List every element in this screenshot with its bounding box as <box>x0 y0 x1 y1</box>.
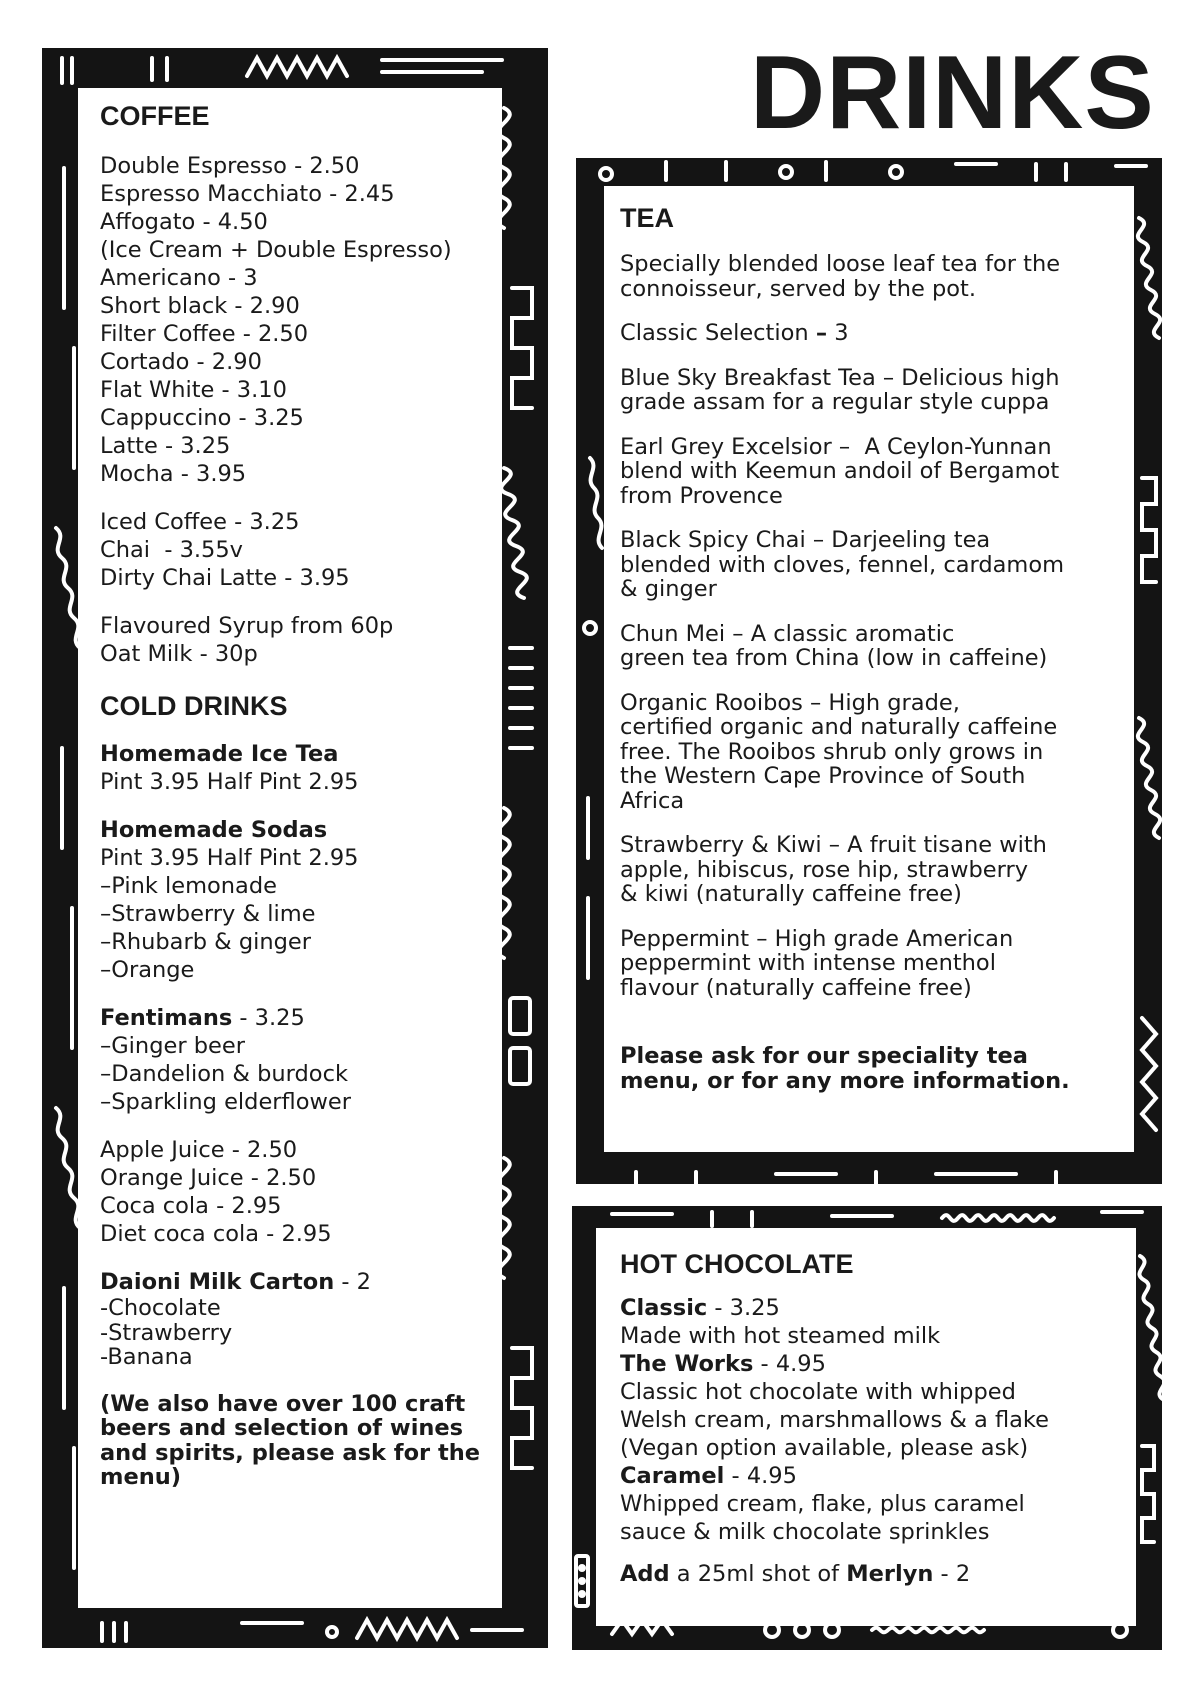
juice-item: Apple Juice - 2.50 <box>100 1137 298 1163</box>
cold-drinks-heading: COLD DRINKS <box>100 691 288 721</box>
page-title: DRINKS <box>750 35 1155 151</box>
addon-price: - 2 <box>933 1561 971 1587</box>
caramel-line <box>620 1462 1136 1490</box>
tea-line: Strawberry & Kiwi – A fruit tisane with <box>620 832 1047 858</box>
menu-item: Americano - 3 <box>100 265 258 291</box>
menu-item: Espresso Macchiato - 2.45 <box>100 181 395 207</box>
coffee-list <box>100 152 502 488</box>
milk-line <box>100 1268 502 1296</box>
note-line: Please ask for our speciality tea <box>620 1043 1028 1069</box>
works-line <box>620 1350 1136 1378</box>
coffee-panel <box>78 88 502 1608</box>
sodas-price: Pint 3.95 Half Pint 2.95 <box>100 845 359 871</box>
menu-item-note: (Ice Cream + Double Espresso) <box>100 237 452 263</box>
coffee-frame <box>42 48 548 1648</box>
menu-item: Dirty Chai Latte - 3.95 <box>100 565 350 591</box>
tea-classic-price: 3 <box>827 320 849 346</box>
tea-line: Chun Mei – A classic aromatic <box>620 620 955 647</box>
caramel-name: Caramel <box>620 1463 725 1489</box>
tea-line: free. The Rooibos shrub only grows in <box>620 738 1044 765</box>
hot-chocolate-heading: HOT CHOCOLATE <box>620 1249 854 1279</box>
tea-line: apple, hibiscus, rose hip, strawberry <box>620 856 1029 883</box>
milk-flavour: -Banana <box>100 1344 193 1370</box>
tea-line: Blue Sky Breakfast Tea – Delicious high <box>620 364 1060 391</box>
tea-line: certified organic and naturally caffeine <box>620 714 1058 740</box>
extras-list <box>100 612 502 668</box>
sodas-name: Homemade Sodas <box>100 817 328 843</box>
tea-line: blend with Keemun andoil of Bergamot <box>620 458 1060 484</box>
works-name: The Works <box>620 1351 754 1377</box>
tea-item-rooibos <box>620 691 1134 814</box>
milk-flavour: -Chocolate <box>100 1295 221 1321</box>
tea-line: & ginger <box>620 576 717 602</box>
tea-line: grade assam for a regular style cuppa <box>620 389 1050 415</box>
tea-intro: connoisseur, served by the pot. <box>620 275 977 302</box>
tea-line: & kiwi (naturally caffeine free) <box>620 881 962 907</box>
menu-item: Oat Milk - 30p <box>100 641 258 667</box>
tea-item-chun-mei <box>620 622 1134 671</box>
tea-line: Organic Rooibos – High grade, <box>620 689 960 716</box>
ice-tea-name: Homemade Ice Tea <box>100 741 339 767</box>
tea-item-chai <box>620 528 1134 602</box>
fentimans-flavour: –Dandelion & burdock <box>100 1061 348 1087</box>
menu-item: Flavoured Syrup from 60p <box>100 613 394 639</box>
tea-line: the Western Cape Province of South <box>620 763 1026 789</box>
fentimans-price: - 3.25 <box>232 1005 305 1031</box>
note-line: and spirits, please ask for the <box>100 1439 481 1466</box>
milk-name: Daioni Milk Carton <box>100 1269 335 1295</box>
menu-item: Mocha - 3.95 <box>100 461 247 487</box>
tea-line: Earl Grey Excelsior – A Ceylon-Yunnan <box>620 433 1052 460</box>
addon-prefix: Add <box>620 1561 670 1587</box>
menu-item: Iced Coffee - 3.25 <box>100 509 300 535</box>
tea-line: Black Spicy Chai – Darjeeling tea <box>620 527 991 553</box>
works-desc: (Vegan option available, please ask) <box>620 1435 1029 1461</box>
tea-item-earl-grey <box>620 435 1134 509</box>
note-line: menu, or for any more information. <box>620 1067 1070 1094</box>
hot-chocolate-panel <box>596 1228 1136 1626</box>
menu-item: Flat White - 3.10 <box>100 377 287 403</box>
tea-item-blue-sky <box>620 366 1134 415</box>
tea-item-strawberry-kiwi <box>620 833 1134 907</box>
milk-price: - 2 <box>334 1269 371 1295</box>
fentimans-flavour: –Ginger beer <box>100 1033 245 1059</box>
tea-note <box>620 1044 1134 1093</box>
classic-desc: Made with hot steamed milk <box>620 1323 941 1349</box>
menu-item: Cappuccino - 3.25 <box>100 405 304 431</box>
juice-item: Orange Juice - 2.50 <box>100 1165 317 1191</box>
works-price: - 4.95 <box>753 1351 826 1377</box>
ice-tea-price: Pint 3.95 Half Pint 2.95 <box>100 769 359 795</box>
classic-line <box>620 1294 1136 1322</box>
soda-flavour: –Pink lemonade <box>100 873 277 899</box>
menu-item: Double Espresso - 2.50 <box>100 153 360 179</box>
soda-flavour: –Orange <box>100 957 195 983</box>
note-line: (We also have over 100 craft <box>100 1390 466 1417</box>
fentimans-line <box>100 1004 502 1032</box>
caramel-desc: Whipped cream, flake, plus caramel <box>620 1491 1025 1517</box>
addon-brand: Merlyn <box>846 1561 934 1587</box>
tea-frame <box>576 158 1162 1184</box>
menu-item: Filter Coffee - 2.50 <box>100 321 309 347</box>
tea-line: Peppermint – High grade American <box>620 925 1014 952</box>
soda-flavour: –Strawberry & lime <box>100 901 316 927</box>
menu-item: Latte - 3.25 <box>100 433 231 459</box>
tea-panel <box>604 186 1134 1152</box>
caramel-desc: sauce & milk chocolate sprinkles <box>620 1519 990 1545</box>
tea-line: Africa <box>620 787 685 814</box>
menu-item: Affogato - 4.50 <box>100 209 268 235</box>
classic-price: - 3.25 <box>707 1295 780 1321</box>
tea-line: green tea from China (low in caffeine) <box>620 645 1048 671</box>
tea-line: blended with cloves, fennel, cardamom <box>620 551 1065 578</box>
tea-classic-dash: – <box>815 320 828 346</box>
cold-drinks-note <box>100 1392 502 1490</box>
fentimans-name: Fentimans <box>100 1005 233 1031</box>
tea-line: peppermint with intense menthol <box>620 950 996 976</box>
menu-item: Cortado - 2.90 <box>100 349 262 375</box>
works-desc: Welsh cream, marshmallows & a flake <box>620 1407 1049 1433</box>
tea-line: flavour (naturally caffeine free) <box>620 974 972 1001</box>
tea-intro: Specially blended loose leaf tea for the <box>620 251 1061 277</box>
juice-item: Diet coca cola - 2.95 <box>100 1221 332 1247</box>
tea-item-peppermint <box>620 927 1134 1001</box>
caramel-price: - 4.95 <box>724 1463 797 1489</box>
note-line: menu) <box>100 1464 182 1490</box>
tea-classic-name: Classic Selection <box>620 320 816 346</box>
addon-middle: a 25ml shot of <box>669 1561 847 1587</box>
juice-item: Coca cola - 2.95 <box>100 1193 282 1219</box>
hot-chocolate-frame <box>572 1206 1162 1650</box>
menu-item: Chai - 3.55v <box>100 537 243 563</box>
fentimans-flavour: –Sparkling elderflower <box>100 1089 351 1115</box>
tea-classic-line <box>620 321 1134 346</box>
menu-item: Short black - 2.90 <box>100 293 300 319</box>
works-desc: Classic hot chocolate with whipped <box>620 1379 1016 1405</box>
addon-line <box>620 1560 1136 1588</box>
iced-list <box>100 508 502 592</box>
milk-flavour: -Strawberry <box>100 1319 233 1346</box>
tea-heading: TEA <box>620 203 674 233</box>
note-line: beers and selection of wines <box>100 1415 464 1441</box>
coffee-heading: COFFEE <box>100 101 210 131</box>
tea-line: from Provence <box>620 482 783 509</box>
classic-name: Classic <box>620 1295 708 1321</box>
soda-flavour: –Rhubarb & ginger <box>100 929 312 955</box>
